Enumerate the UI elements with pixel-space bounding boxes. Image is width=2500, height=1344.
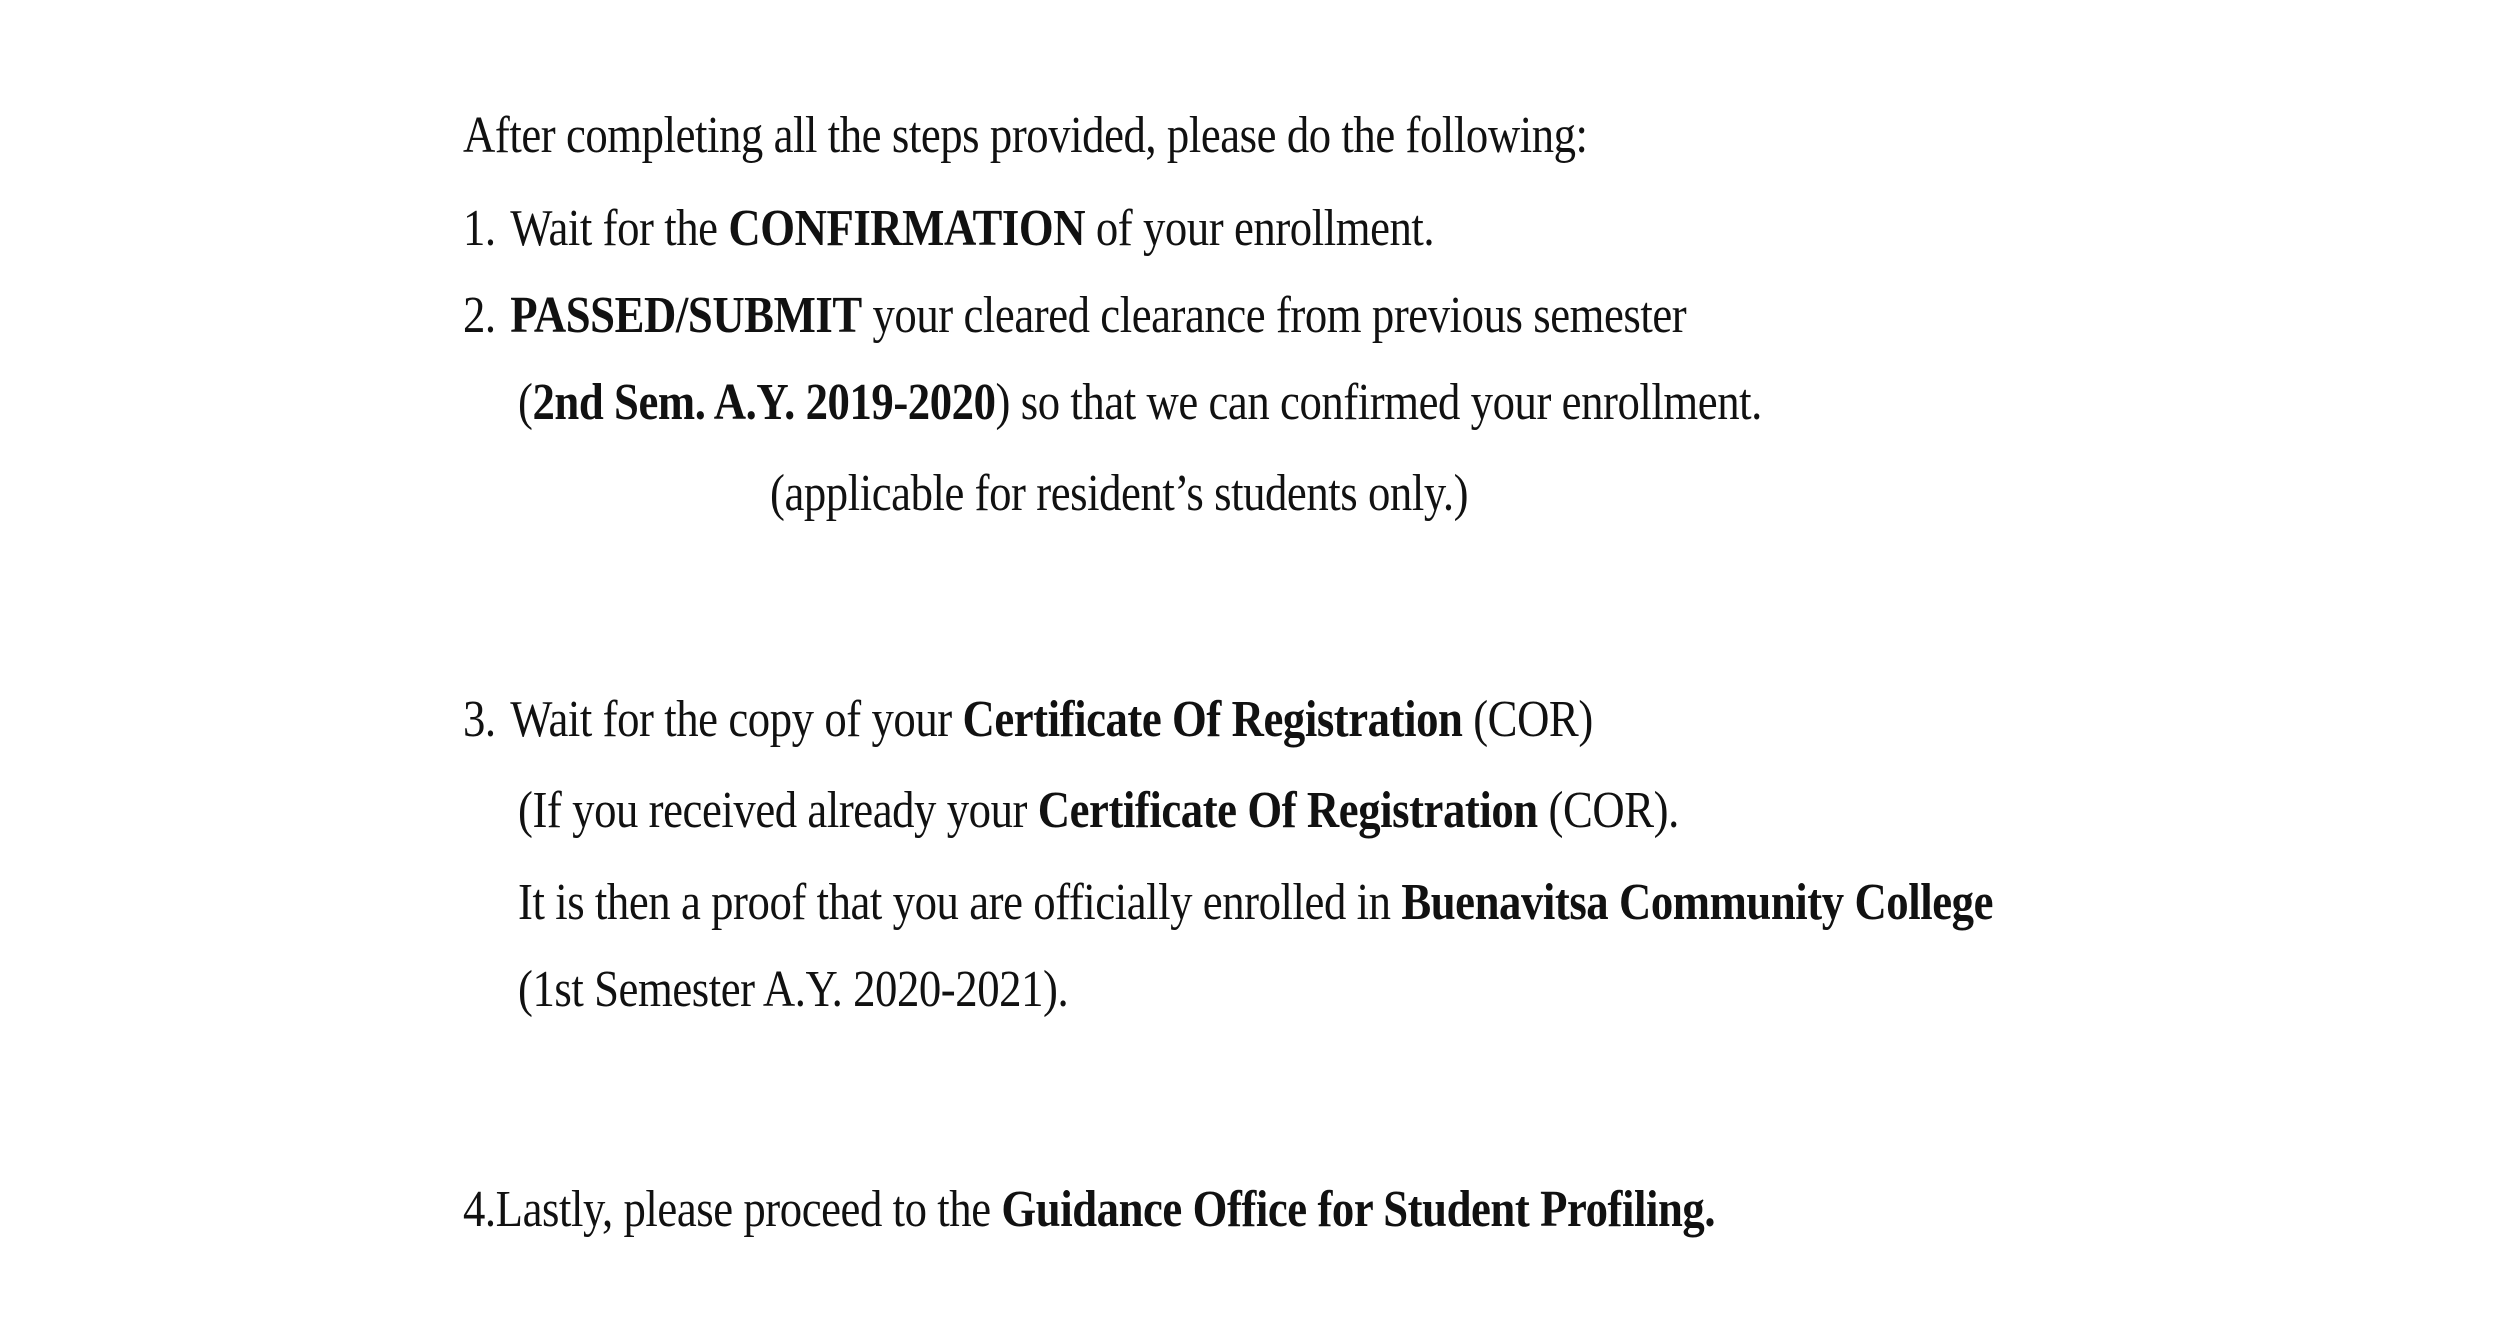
step-2-text-2: ) so that we can confirmed your enrollment. bbox=[995, 374, 1762, 431]
step-2-note-text: (applicable for resident’s students only.) bbox=[770, 465, 1469, 522]
step-1-bold: CONFIRMATION bbox=[728, 200, 1086, 257]
step-2-open-paren: ( bbox=[518, 374, 533, 431]
step-3-line-3-pre: It is then a proof that you are officially enrolled in bbox=[518, 874, 1402, 931]
step-3-line-2-pre: (If you received already your bbox=[518, 782, 1038, 839]
step-2-line-2 bbox=[518, 373, 1762, 433]
intro-text: After completing all the steps provided, please do the following: bbox=[463, 107, 1588, 164]
intro-line bbox=[463, 106, 1588, 166]
step-3-line-4 bbox=[518, 960, 1068, 1020]
step-3-line-4-text: (1st Semester A.Y. 2020-2021). bbox=[518, 961, 1069, 1018]
step-4-bold: Guidance Office for Student Profiling. bbox=[1001, 1181, 1716, 1238]
step-1-pre: Wait for the bbox=[510, 200, 729, 257]
step-2-note bbox=[770, 464, 1468, 524]
step-2-number: 2. bbox=[463, 287, 496, 344]
step-2-bold: PASSED/SUBMIT bbox=[510, 287, 862, 344]
step-3 bbox=[463, 690, 1593, 750]
step-2 bbox=[463, 286, 1686, 346]
step-1 bbox=[463, 199, 1434, 259]
step-3-line-3 bbox=[518, 873, 1993, 933]
step-3-line-2 bbox=[518, 781, 1679, 841]
step-4 bbox=[463, 1180, 1715, 1240]
step-3-number: 3. bbox=[463, 691, 496, 748]
step-3-line-2-post: (COR). bbox=[1537, 782, 1679, 839]
step-2-semester: 2nd Sem. A.Y. 2019-2020 bbox=[532, 374, 996, 431]
step-2-text: your cleared clearance from previous semester bbox=[861, 287, 1687, 344]
step-4-pre: Lastly, please proceed to the bbox=[495, 1181, 1002, 1238]
step-1-number: 1. bbox=[463, 200, 496, 257]
step-1-post: of your enrollment. bbox=[1085, 200, 1435, 257]
college-name: Buenavitsa Community College bbox=[1401, 874, 1993, 931]
step-3-pre: Wait for the copy of your bbox=[510, 691, 963, 748]
step-3-bold: Certificate Of Registration bbox=[962, 691, 1463, 748]
step-3-post: (COR) bbox=[1462, 691, 1593, 748]
step-4-number: 4. bbox=[463, 1181, 496, 1238]
step-3-line-2-bold: Certificate Of Registration bbox=[1037, 782, 1538, 839]
